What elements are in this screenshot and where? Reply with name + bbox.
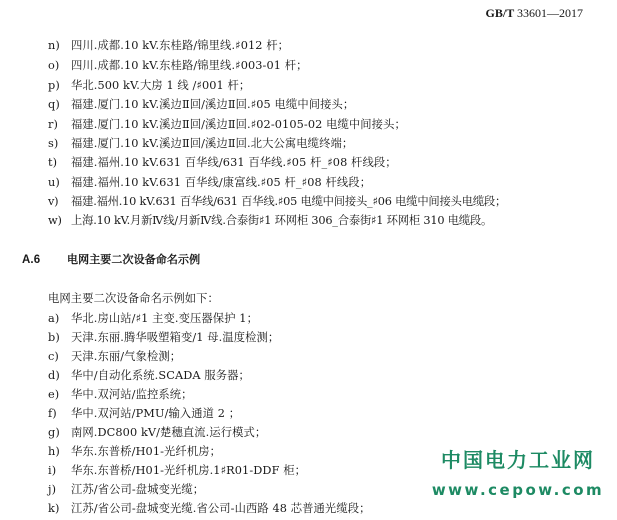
list-item-text: 天津.东丽.腾华吸塑箱变/1 母.温度检测； bbox=[71, 331, 280, 344]
list-item-label: i) bbox=[48, 464, 57, 477]
list-item-text: 福建.厦门.10 kV.溪边Ⅱ回/溪边Ⅱ回.北大公寓电缆终端； bbox=[71, 137, 354, 150]
list-item-label: j) bbox=[48, 483, 57, 496]
list-item-label: t) bbox=[48, 156, 58, 169]
list-item-text: 华中.双河站/监控系统； bbox=[71, 388, 193, 401]
list-item-text: 华中.双河站/PMU/输入通道 2 ； bbox=[71, 407, 241, 420]
watermark-url: www.cepow.com bbox=[431, 481, 605, 499]
list-item-label: b) bbox=[48, 331, 60, 344]
list-item-text: 华东.东普桥/H01-光纤机房.1♯R01-DDF 柜； bbox=[71, 464, 306, 477]
watermark-name: 中国电力工业网 bbox=[441, 448, 595, 472]
list-item-label: e) bbox=[48, 388, 60, 401]
list-item-text: 华中/自动化系统.SCADA 服务器； bbox=[71, 369, 250, 382]
list-item-text: 福建.福州.10 kV.631 百华线/康富线.♯05 杆_♯08 杆线段； bbox=[71, 176, 372, 189]
standard-number: 33601—2017 bbox=[517, 6, 583, 20]
list-item-label: n) bbox=[48, 39, 60, 52]
section-title: 电网主要二次设备命名示例 bbox=[67, 253, 201, 266]
list-item-text: 华东.东普桥/H01-光纤机房； bbox=[71, 445, 222, 458]
list-item-text: 华北.500 kV.大房 1 线 /♯001 杆； bbox=[71, 79, 251, 92]
list-item-text: 江苏/省公司-盘城变光缆.省公司-山西路 48 芯普通光缆段； bbox=[71, 502, 371, 515]
list-item-text: 四川.成都.10 kV.东桂路/锦里线.♯012 杆； bbox=[71, 39, 290, 52]
list-item-label: p) bbox=[48, 79, 60, 92]
list-item-label: q) bbox=[48, 98, 60, 111]
list-item-text: 南网.DC800 kV/楚穗直流.运行模式； bbox=[71, 426, 267, 439]
standard-prefix: GB/T bbox=[485, 6, 514, 20]
site-watermark bbox=[428, 448, 608, 500]
list-item-text: 福建.福州.10 kV.631 百华线/631 百华线.♯05 杆_♯08 杆线段； bbox=[71, 156, 397, 169]
list-item-label: k) bbox=[48, 502, 60, 515]
intro-text: 电网主要二次设备命名示例如下： bbox=[48, 292, 219, 305]
list-item-label: r) bbox=[48, 118, 59, 131]
list-item-text: 天津.东丽/气象检测； bbox=[71, 350, 182, 363]
list-item-label: c) bbox=[48, 350, 59, 363]
list-item-label: f) bbox=[48, 407, 57, 420]
list-item-label: w) bbox=[48, 214, 62, 227]
list-item-text: 福建.厦门.10 kV.溪边Ⅱ回/溪边Ⅱ回.♯02-0105-02 电缆中间接头； bbox=[71, 118, 406, 131]
list-item-text: 华北.房山站/♯1 主变.变压器保护 1； bbox=[71, 312, 258, 325]
list-item-label: o) bbox=[48, 59, 60, 72]
list-item-label: s) bbox=[48, 137, 59, 150]
list-item-text: 福建.厦门.10 kV.溪边Ⅱ回/溪边Ⅱ回.♯05 电缆中间接头； bbox=[71, 98, 355, 111]
list-item-label: h) bbox=[48, 445, 60, 458]
list-item-label: d) bbox=[48, 369, 60, 382]
list-item-text: 福建.福州.10 kV.631 百华线/631 百华线.♯05 电缆中间接头_♯06 电缆中间接头电缆段； bbox=[71, 195, 507, 208]
list-item-label: v) bbox=[48, 195, 59, 208]
section-number: A.6 bbox=[22, 254, 41, 266]
list-item-text: 江苏/省公司-盘城变光缆； bbox=[71, 483, 205, 496]
list-item-text: 上海.10 kV.月新Ⅳ线/月新Ⅳ线.合泰街♯1 环网柜 306_合泰街♯1 环网柜 310 电缆段。 bbox=[71, 214, 493, 227]
list-item-text: 四川.成都.10 kV.东桂路/锦里线.♯003-01 杆； bbox=[71, 59, 308, 72]
standard-code bbox=[486, 6, 583, 21]
list-item-label: g) bbox=[48, 426, 60, 439]
list-item-label: a) bbox=[48, 312, 60, 325]
list-item-label: u) bbox=[48, 176, 60, 189]
